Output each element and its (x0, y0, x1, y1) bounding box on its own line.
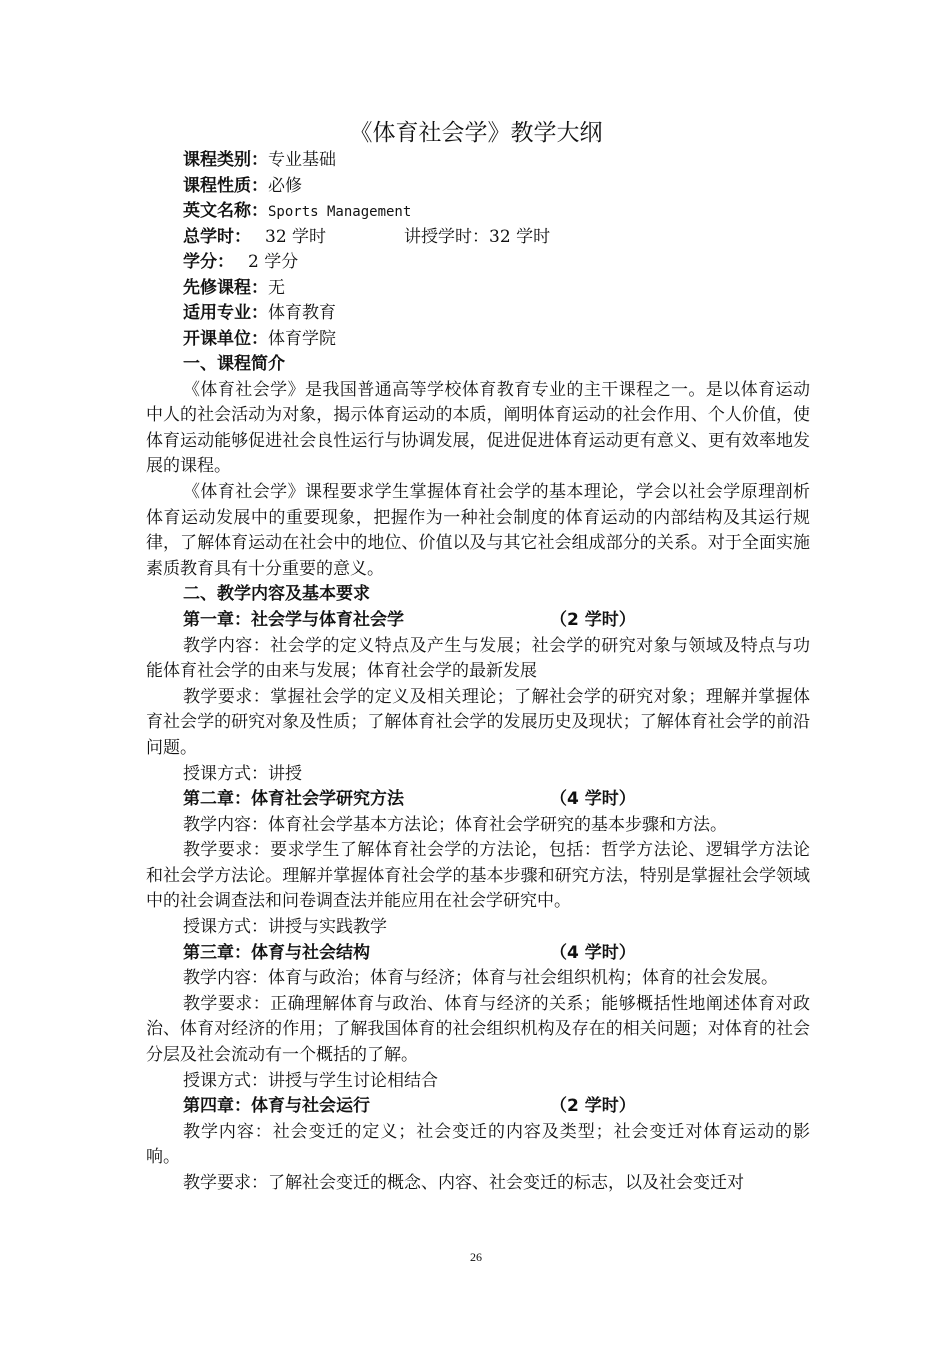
applicable-major-value: 体育教育 (268, 303, 336, 323)
lecture-hours-value: 32 学时 (489, 226, 551, 247)
course-nature-value: 必修 (268, 175, 302, 196)
chapter-2-requirement: 教学要求：要求学生了解体育社会学的方法论，包括：哲学方法论、逻辑学方法论和社会学方法论。理解并掌握体育社会学的基本步骤和研究方法，特别是掌握社会学领域中的社会调查法和问卷调查法并能应用在社会学研究中。 (146, 840, 810, 912)
offering-unit-value: 体育学院 (268, 328, 336, 349)
section-heading-content: 二、教学内容及基本要求 (183, 584, 370, 605)
english-name-label: 英文名称： (183, 201, 268, 221)
lecture-hours-label: 讲授学时： (404, 226, 490, 247)
chapter-4-requirement: 教学要求：了解社会变迁的概念、内容、社会变迁的标志，以及社会变迁对 (183, 1173, 744, 1193)
hours-row (183, 225, 823, 251)
total-hours-label: 总学时： (183, 226, 251, 247)
chapter-title: 第二章：体育社会学研究方法 (183, 789, 404, 810)
chapter-2-content: 教学内容：体育社会学基本方法论；体育社会学研究的基本步骤和方法。 (183, 814, 727, 835)
chapter-hours: （2 学时） (550, 1096, 636, 1117)
chapter-hours: （2 学时） (550, 609, 636, 630)
chapter-hours: （4 学时） (550, 942, 636, 963)
english-name-value: Sports Management (268, 204, 412, 220)
course-category-label: 课程类别： (183, 150, 268, 170)
chapter-3-requirement: 教学要求：正确理解体育与政治、体育与经济的关系；能够概括性地阐述体育对政治、体育对经济的作用；了解我国体育的社会组织机构及存在的相关问题；对体育的社会分层及社会流动有一个概括的了解。 (146, 993, 810, 1066)
chapter-title: 第四章：体育与社会运行 (183, 1096, 370, 1117)
prerequisite-row (183, 276, 823, 302)
prerequisite-value: 无 (268, 277, 285, 298)
chapter-3-content: 教学内容：体育与政治；体育与经济；体育与社会组织机构；体育的社会发展。 (183, 968, 778, 989)
document-body (146, 352, 810, 1197)
chapter-1-method: 授课方式：讲授 (183, 763, 302, 784)
course-info (183, 148, 823, 352)
chapter-2-method: 授课方式：讲授与实践教学 (183, 917, 387, 938)
page-number: 26 (470, 1250, 482, 1264)
chapter-4-heading (146, 1094, 810, 1120)
intro-paragraph-1: 《体育社会学》是我国普通高等学校体育教育专业的主干课程之一。是以体育运动中人的社会活动为对象，揭示体育运动的本质，阐明体育运动的社会作用、个人价值，使体育运动能够促进社会良性运行与协调发展，促进促进体育运动更有意义、更有效率地发展的课程。 (146, 379, 810, 477)
intro-paragraph-2: 《体育社会学》课程要求学生掌握体育社会学的基本理论，学会以社会学原理剖析体育运动发展中的重要现象，把握作为一种社会制度的体育运动的内部结构及其运行规律，了解体育运动在社会中的地位、价值以及与其它社会组成部分的关系。对于全面实施素质教育具有十分重要的意义。 (146, 481, 810, 579)
credit-label: 学分： (183, 252, 234, 272)
offering-unit-label: 开课单位： (183, 328, 268, 349)
offering-unit-row (183, 327, 823, 353)
chapter-1-content: 教学内容：社会学的定义特点及产生与发展；社会学的研究对象与领域及特点与功能体育社会学的由来与发展；体育社会学的最新发展 (146, 635, 810, 682)
chapter-title: 第三章：体育与社会结构 (183, 942, 370, 963)
chapter-3-method: 授课方式：讲授与学生讨论相结合 (183, 1070, 438, 1091)
credit-value: 2 学分 (248, 252, 299, 272)
chapter-hours: （4 学时） (550, 789, 636, 810)
chapter-3-heading (146, 941, 810, 967)
course-category-row (183, 148, 823, 174)
english-name-row (183, 199, 823, 225)
total-hours-value: 32 学时 (265, 226, 327, 247)
document-title: 《体育社会学》教学大纲 (349, 120, 603, 146)
applicable-major-row (183, 301, 823, 327)
credit-row (183, 250, 823, 276)
course-nature-row (183, 174, 823, 200)
chapter-title: 第一章：社会学与体育社会学 (183, 609, 404, 630)
chapter-1-requirement: 教学要求：掌握社会学的定义及相关理论；了解社会学的研究对象；理解并掌握体育社会学的研究对象及性质；了解体育社会学的发展历史及现状；了解体育社会学的前沿问题。 (146, 686, 810, 758)
course-nature-label: 课程性质： (183, 175, 268, 196)
course-category-value: 专业基础 (268, 150, 336, 170)
chapter-4-content: 教学内容：社会变迁的定义；社会变迁的内容及类型；社会变迁对体育运动的影响。 (146, 1121, 810, 1168)
applicable-major-label: 适用专业： (183, 303, 268, 323)
prerequisite-label: 先修课程： (183, 277, 268, 298)
chapter-1-heading (146, 608, 810, 634)
chapter-2-heading (146, 787, 810, 813)
section-heading-intro: 一、课程简介 (183, 354, 285, 374)
